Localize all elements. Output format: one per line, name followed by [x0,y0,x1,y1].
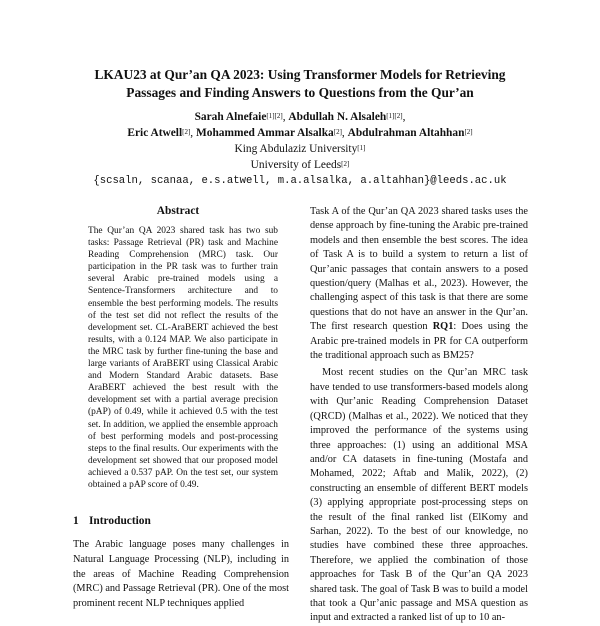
section-heading-introduction [73,515,151,527]
author-block [40,109,560,189]
affiliation-mark: [2] [341,160,350,168]
author-affiliation-mark: [2] [182,128,191,136]
right-column [310,205,528,626]
abstract-heading: Abstract [156,205,200,217]
affiliation-name: King Abdulaziz University [234,143,358,155]
paper-title [40,66,560,102]
author-name: Abdulrahman Altahhan [347,127,465,139]
author-name: Sarah Alnefaie [194,111,267,123]
author-name: Eric Atwell [127,127,183,139]
author-affiliation-mark: [1][2] [386,112,403,120]
author-name: Abdullah N. Alsaleh [288,111,387,123]
author-name: Mohammed Ammar Alsalka [196,127,334,139]
section-number: 1 [73,515,79,527]
author-line-2: Eric Atwell[2], Mohammed Ammar Alsalka[2], Abdulrahman Altahhan[2] [127,127,473,139]
author-line-1: Sarah Alnefaie[1][2], Abdullah N. Alsaleh[1][2], [194,111,406,123]
author-affiliation-mark: [2] [464,128,473,136]
affiliation-name: University of Leeds [250,159,342,171]
affiliation-mark: [1] [357,144,366,152]
section-title: Introduction [89,515,151,527]
right-paragraph-1 [310,205,528,363]
title-line-2: Passages and Finding Answers to Questions from the Qur’an [126,85,474,100]
author-emails: {scsaln, scanaa, e.s.atwell, m.a.alsalka, a.altahhan}@leeds.ac.uk [93,175,507,187]
author-affiliation-mark: [1][2] [266,112,283,120]
affiliation-2 [40,157,560,173]
affiliation-1 [40,141,560,157]
introduction-text: The Arabic language poses many challenges in Natural Language Processing (NLP), including in the areas of Machine Reading Comprehension (MRC) and Passage Retrieval (PR). One of the most prominent recent NLP techniques applied [73,539,289,610]
paragraph-text: : Does using the Arabic pre-trained models in PR for CA outperform the traditional approach such as BM25? [310,321,528,362]
abstract-text: The Qur’an QA 2023 shared task has two sub tasks: Passage Retrieval (PR) task and Machine Reading Comprehension (MRC) task. Our participation in the PR task was to further train several Arabic pre-trained models using a Sentence-Transformers architecture and to ensemble the best performing models. The results of the test set did not reflect the results of the development set. CL-AraBERT achieved the best results, with a 0.124 MAP. We also participate in the MRC task by further fine-tuning the base and large variants of AraBERT using Classical Arabic and Modern Standard Arabic datasets. Base AraBERT achieved the best result with the development set with a partial average precision (pAP) of 0.49, while it achieved 0.5 with the test set. In addition, we applied the ensemble approach of best performing models and post-processing steps to the final results. Our experiments with the development set showed that our proposed model achieved a 0.537 pAP. On the test set, our system obtained a pAP score of 0.49. [88,226,278,490]
right-paragraph-2: Most recent studies on the Qur’an MRC task have tended to use transformers-based models along with Qur’anic Reading Comprehension Dataset (QRCD) (Malhas et al., 2022). We noticed that they improved the performance of the systems using three approaches: (1) using an additional MSA and/or CA datasets in fine-tuning (Mostafa and Mohamed, 2022; Aftab and Malik, 2022), (2) constructing an ensemble of different BERT models (3) applying appropriate post-processing steps on the result of the final ranked list (ElKomy and Sarhan, 2022). To the best of our knowledge, no studies have combined these three approaches. Therefore, we applied the combination of those approaches for Task B of the Qur’an QA 2023 shared task. The goal of Task B was to build a model that took a Qur’anic passage and MSA question as input and extracted a ranked list of up to 10 an- [310,367,528,624]
author-affiliation-mark: [2] [333,128,342,136]
title-line-1: LKAU23 at Qur’an QA 2023: Using Transformer Models for Retrieving [94,67,506,82]
research-question-label: RQ1 [432,321,454,333]
paragraph-text: Task A of the Qur’an QA 2023 shared tasks uses the dense approach by fine-tuning the Arabic pre-trained models and then ensemble the best scores. The idea of Task A is to build a system to return a list of Qur’anic passages that contain answers to a posed question/query (Malhas et al., 2023). However, the challenging aspect of this task is that there are some questions that do not have an answer in the Qur’an. The first research question [310,206,528,333]
